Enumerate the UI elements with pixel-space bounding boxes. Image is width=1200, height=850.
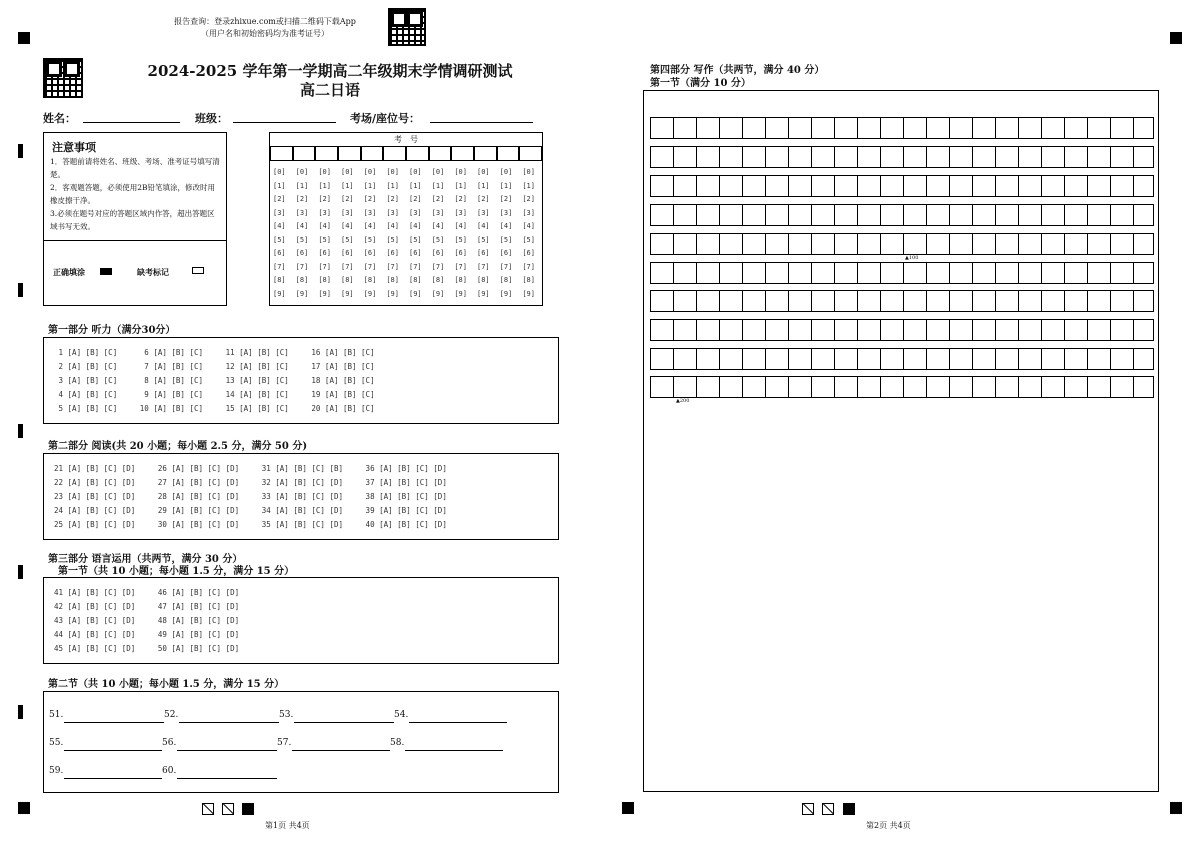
- kaohao-digit-bubble[interactable]: [4]: [363, 222, 377, 230]
- corner-mark-br: [1170, 802, 1182, 814]
- blank-field[interactable]: [64, 722, 164, 723]
- kaohao-digit-bubble[interactable]: [1]: [499, 181, 513, 190]
- kaohao-digit-bubble[interactable]: [7]: [431, 262, 445, 271]
- kaohao-digit-bubble[interactable]: [0]: [499, 168, 513, 176]
- kaohao-write-cell[interactable]: [338, 146, 361, 161]
- answer-row[interactable]: 21 [A] [B] [C] [D] 26 [A] [B] [C] [D] 31 [A] [B] [C] [B] 36 [A] [B] [C] [D]: [54, 464, 447, 473]
- kaohao-digit-bubble[interactable]: [0]: [386, 168, 399, 176]
- kaohao-digit-bubble[interactable]: [2]: [499, 195, 513, 203]
- notice-divider: [44, 240, 226, 241]
- writing-grid-row[interactable]: [650, 204, 1154, 226]
- kaohao-digit-bubble[interactable]: [0]: [454, 168, 467, 176]
- kaohao-digit-bubble[interactable]: [8]: [295, 276, 309, 284]
- writing-grid-row[interactable]: [650, 262, 1154, 284]
- part2-answer-box: [43, 453, 559, 540]
- kaohao-digit-bubble[interactable]: [7]: [318, 262, 331, 271]
- answer-row[interactable]: 23 [A] [B] [C] [D] 28 [A] [B] [C] [D] 33 [A] [B] [C] [D] 38 [A] [B] [C] [D]: [54, 492, 447, 501]
- page-code-square: [242, 803, 254, 815]
- blank-label: 54.: [394, 710, 409, 720]
- report-note-line2: （用户名和初始密码均为准考证号）: [201, 29, 329, 38]
- kaohao-digit-bubble[interactable]: [6]: [454, 249, 467, 257]
- kaohao-digit-bubble[interactable]: [2]: [341, 195, 354, 203]
- blank-label: 55.: [49, 738, 64, 748]
- corner-mark-tr: [1170, 32, 1182, 44]
- kaohao-digit-bubble[interactable]: [6]: [522, 249, 535, 257]
- kaohao-digit-bubble[interactable]: [5]: [318, 235, 331, 244]
- part3-sec1-title: 第一节（共 10 小题；每小题 1.5 分，满分 15 分）: [58, 566, 295, 577]
- part3-sec1-answer-box: [43, 577, 559, 664]
- count-marker-200: ▲200: [676, 398, 690, 404]
- kaohao-digit-bubble[interactable]: [5]: [341, 235, 354, 244]
- answer-row[interactable]: 44 [A] [B] [C] [D] 49 [A] [B] [C] [D]: [54, 630, 240, 639]
- notice-box: [43, 132, 227, 306]
- blank-label: 60.: [162, 766, 177, 776]
- notice-item: 1．答题前请将姓名、班级、考场、准考证号填写清楚。: [50, 157, 220, 179]
- kaohao-write-cell[interactable]: [361, 146, 384, 161]
- kaohao-digit-bubble[interactable]: [8]: [363, 276, 377, 284]
- answer-row[interactable]: 2 [A] [B] [C] 7 [A] [B] [C] 12 [A] [B] [C] 17 [A] [B] [C]: [54, 362, 375, 371]
- kaohao-digit-bubble[interactable]: [4]: [318, 222, 331, 230]
- absent-mark-box[interactable]: [192, 267, 204, 274]
- kaohao-digit-bubble[interactable]: [3]: [341, 208, 354, 217]
- page-number: 第1页 共4页: [265, 821, 310, 830]
- notice-item: 3.必须在题号对应的答题区域内作答，超出答题区域书写无效。: [50, 209, 215, 231]
- kaohao-digit-bubble[interactable]: [2]: [273, 195, 286, 203]
- writing-grid-row[interactable]: [650, 348, 1154, 370]
- kaohao-write-cell[interactable]: [270, 146, 293, 161]
- kaohao-digit-bubble[interactable]: [4]: [522, 222, 535, 230]
- corner-mark-ml: [622, 802, 634, 814]
- report-note: [150, 16, 380, 40]
- kaohao-digit-bubble[interactable]: [0]: [295, 168, 309, 176]
- kaohao-digit-bubble[interactable]: [9]: [477, 289, 490, 298]
- kaohao-digit-bubble[interactable]: [4]: [409, 222, 422, 230]
- kaohao-digit-bubble[interactable]: [0]: [363, 168, 377, 176]
- kaohao-digit-bubble[interactable]: [7]: [409, 262, 422, 271]
- answer-row[interactable]: 3 [A] [B] [C] 8 [A] [B] [C] 13 [A] [B] [C] 18 [A] [B] [C]: [54, 376, 375, 385]
- writing-grid-row[interactable]: [650, 376, 1154, 398]
- kaohao-digit-bubble[interactable]: [8]: [341, 276, 354, 284]
- page-subtitle: 高二日语: [299, 81, 360, 99]
- writing-grid-row[interactable]: [650, 117, 1154, 139]
- timing-mark: [18, 424, 23, 438]
- timing-mark: [18, 565, 23, 579]
- kaohao-digit-bubble[interactable]: [0]: [409, 168, 422, 176]
- name-label: 姓名：: [43, 112, 76, 125]
- kaohao-digit-bubble[interactable]: [6]: [318, 249, 331, 257]
- kaohao-digit-bubble[interactable]: [2]: [454, 195, 467, 203]
- kaohao-write-cell[interactable]: [293, 146, 316, 161]
- kaohao-digit-bubble[interactable]: [6]: [409, 249, 422, 257]
- kaohao-digit-bubble[interactable]: [3]: [431, 208, 445, 217]
- kaohao-digit-bubble[interactable]: [7]: [341, 262, 354, 271]
- kaohao-digit-bubble[interactable]: [5]: [295, 235, 309, 244]
- notice-list: [50, 155, 222, 233]
- answer-row[interactable]: 41 [A] [B] [C] [D] 46 [A] [B] [C] [D]: [54, 588, 240, 597]
- part4-sec1-title: 第一节（满分 10 分）: [650, 78, 751, 89]
- timing-mark: [18, 144, 23, 158]
- kaohao-digit-bubble[interactable]: [9]: [273, 289, 286, 298]
- writing-grid-row[interactable]: [650, 146, 1154, 168]
- kaohao-digit-bubble[interactable]: [8]: [499, 276, 513, 284]
- answer-row[interactable]: 42 [A] [B] [C] [D] 47 [A] [B] [C] [D]: [54, 602, 240, 611]
- kaohao-label: 考 号: [394, 135, 418, 144]
- kaohao-digit-bubble[interactable]: [4]: [431, 222, 445, 230]
- kaohao-digit-bubble[interactable]: [7]: [386, 262, 399, 271]
- answer-row[interactable]: 45 [A] [B] [C] [D] 50 [A] [B] [C] [D]: [54, 644, 240, 653]
- kaohao-write-cell[interactable]: [315, 146, 338, 161]
- blank-label: 56.: [162, 738, 177, 748]
- kaohao-digit-bubble[interactable]: [3]: [499, 208, 513, 217]
- kaohao-digit-bubble[interactable]: [2]: [522, 195, 535, 203]
- kaohao-digit-bubble[interactable]: [3]: [477, 208, 490, 217]
- kaohao-digit-bubble[interactable]: [8]: [431, 276, 445, 284]
- kaohao-digit-bubble[interactable]: [8]: [386, 276, 399, 284]
- kaohao-digit-bubble[interactable]: [7]: [273, 262, 286, 271]
- kaohao-digit-bubble[interactable]: [3]: [409, 208, 422, 217]
- kaohao-digit-bubble[interactable]: [1]: [431, 181, 445, 190]
- room-label: 考场/座位号：: [350, 112, 421, 125]
- kaohao-digit-bubble[interactable]: [1]: [454, 181, 467, 190]
- absent-mark-label: 缺考标记: [137, 267, 169, 277]
- answer-row[interactable]: 43 [A] [B] [C] [D] 48 [A] [B] [C] [D]: [54, 616, 240, 625]
- blank-field[interactable]: [177, 778, 277, 779]
- answer-row[interactable]: 4 [A] [B] [C] 9 [A] [B] [C] 14 [A] [B] [C] 19 [A] [B] [C]: [54, 390, 375, 399]
- blank-label: 51.: [49, 710, 64, 720]
- kaohao-digit-bubble[interactable]: [1]: [295, 181, 309, 190]
- kaohao-digit-bubble[interactable]: [4]: [477, 222, 490, 230]
- kaohao-digit-bubble[interactable]: [3]: [295, 208, 309, 217]
- answer-row[interactable]: 24 [A] [B] [C] [D] 29 [A] [B] [C] [D] 34 [A] [B] [C] [D] 39 [A] [B] [C] [D]: [54, 506, 447, 515]
- page-code-square: [843, 803, 855, 815]
- kaohao-digit-bubble[interactable]: [5]: [454, 235, 467, 244]
- class-field[interactable]: [233, 122, 336, 123]
- kaohao-digit-bubble[interactable]: [9]: [454, 289, 467, 298]
- count-marker-100-label: 100: [908, 255, 919, 261]
- kaohao-digit-bubble[interactable]: [7]: [295, 262, 309, 271]
- kaohao-digit-bubble[interactable]: [7]: [363, 262, 377, 271]
- timing-mark: [18, 283, 23, 297]
- kaohao-digit-bubble[interactable]: [0]: [522, 168, 535, 176]
- kaohao-digit-bubble[interactable]: [9]: [409, 289, 422, 298]
- kaohao-digit-bubble[interactable]: [0]: [477, 168, 490, 176]
- blank-label: 57.: [277, 738, 292, 748]
- kaohao-digit-bubble[interactable]: [9]: [386, 289, 399, 298]
- kaohao-digit-bubble[interactable]: [7]: [477, 262, 490, 271]
- answer-row[interactable]: 1 [A] [B] [C] 6 [A] [B] [C] 11 [A] [B] [C] 16 [A] [B] [C]: [54, 348, 375, 357]
- kaohao-digit-bubble[interactable]: [1]: [318, 181, 331, 190]
- kaohao-digit-bubble[interactable]: [5]: [273, 235, 286, 244]
- kaohao-digit-bubble[interactable]: [4]: [295, 222, 309, 230]
- part3-title: 第三部分 语言运用（共两节，满分 30 分）: [48, 554, 243, 565]
- kaohao-digit-bubble[interactable]: [4]: [454, 222, 467, 230]
- notice-title: 注意事项: [52, 141, 96, 154]
- blank-field[interactable]: [179, 722, 279, 723]
- room-field[interactable]: [430, 122, 533, 123]
- kaohao-digit-bubble[interactable]: [8]: [454, 276, 467, 284]
- kaohao-digit-bubble[interactable]: [4]: [386, 222, 399, 230]
- part2-title: 第二部分 阅读(共 20 小题；每小题 2.5 分，满分 50 分): [48, 441, 308, 452]
- kaohao-digit-bubble[interactable]: [2]: [386, 195, 399, 203]
- blank-label: 53.: [279, 710, 294, 720]
- kaohao-digit-bubble[interactable]: [6]: [295, 249, 309, 257]
- kaohao-digit-bubble[interactable]: [8]: [273, 276, 286, 284]
- kaohao-digit-bubble[interactable]: [6]: [477, 249, 490, 257]
- notice-item: 2．客观题答题，必须使用2B铅笔填涂，修改时用橡皮擦干净。: [50, 183, 216, 205]
- count-marker-100: ▲100: [905, 255, 919, 261]
- writing-grid-row[interactable]: [650, 175, 1154, 197]
- kaohao-grid: [269, 132, 543, 306]
- kaohao-digit-bubble[interactable]: [5]: [499, 235, 513, 244]
- kaohao-digit-bubble[interactable]: [8]: [409, 276, 422, 284]
- part1-title: 第一部分 听力（满分30分）: [48, 325, 176, 336]
- kaohao-digit-bubble[interactable]: [4]: [341, 222, 354, 230]
- page-number: 第2页 共4页: [866, 821, 911, 830]
- part1-answer-box: [43, 337, 559, 424]
- kaohao-write-cell[interactable]: [474, 146, 497, 161]
- kaohao-digit-bubble[interactable]: [0]: [431, 168, 445, 176]
- kaohao-write-cell[interactable]: [451, 146, 474, 161]
- kaohao-digit-bubble[interactable]: [9]: [318, 289, 331, 298]
- blank-field[interactable]: [64, 778, 162, 779]
- page-code-square: [202, 803, 214, 815]
- kaohao-digit-bubble[interactable]: [9]: [363, 289, 377, 298]
- blank-field[interactable]: [64, 750, 162, 751]
- kaohao-digit-bubble[interactable]: [3]: [318, 208, 331, 217]
- kaohao-digit-bubble[interactable]: [2]: [431, 195, 445, 203]
- kaohao-digit-bubble[interactable]: [3]: [386, 208, 399, 217]
- kaohao-write-cell[interactable]: [406, 146, 429, 161]
- kaohao-digit-bubble[interactable]: [4]: [499, 222, 513, 230]
- kaohao-digit-bubble[interactable]: [5]: [431, 235, 445, 244]
- kaohao-digit-bubble[interactable]: [8]: [318, 276, 331, 284]
- writing-grid-row[interactable]: [650, 319, 1154, 341]
- qr-code-icon: [43, 58, 83, 98]
- kaohao-digit-bubble[interactable]: [6]: [363, 249, 377, 257]
- kaohao-digit-bubble[interactable]: [8]: [477, 276, 490, 284]
- blank-label: 52.: [164, 710, 179, 720]
- writing-grid-row[interactable]: [650, 233, 1154, 255]
- fill-correct-sample: [100, 268, 112, 275]
- kaohao-write-cell[interactable]: [497, 146, 520, 161]
- writing-grid-row[interactable]: [650, 290, 1154, 312]
- kaohao-digit-bubble[interactable]: [7]: [522, 262, 535, 271]
- kaohao-digit-bubble[interactable]: [6]: [273, 249, 286, 257]
- kaohao-write-cell[interactable]: [383, 146, 406, 161]
- kaohao-digit-bubble[interactable]: [1]: [363, 181, 377, 190]
- kaohao-digit-bubble[interactable]: [1]: [409, 181, 422, 190]
- part4-title: 第四部分 写作（共两节，满分 40 分）: [650, 65, 825, 76]
- part3-sec2-title: 第二节（共 10 小题；每小题 1.5 分，满分 15 分）: [48, 679, 285, 690]
- answer-row[interactable]: 22 [A] [B] [C] [D] 27 [A] [B] [C] [D] 32 [A] [B] [C] [D] 37 [A] [B] [C] [D]: [54, 478, 447, 487]
- kaohao-write-cell[interactable]: [429, 146, 452, 161]
- kaohao-digit-bubble[interactable]: [1]: [341, 181, 354, 190]
- kaohao-digit-bubble[interactable]: [0]: [341, 168, 354, 176]
- blank-field[interactable]: [294, 722, 394, 723]
- kaohao-digit-bubble[interactable]: [3]: [454, 208, 467, 217]
- page-code-square: [802, 803, 814, 815]
- kaohao-digit-bubble[interactable]: [2]: [409, 195, 422, 203]
- kaohao-write-cell[interactable]: [519, 146, 542, 161]
- page-code-square: [222, 803, 234, 815]
- blank-label: 58.: [390, 738, 405, 748]
- page-title: 2024-2025 学年第一学期高二年级期末学情调研测试: [147, 62, 513, 80]
- qr-code-icon: [388, 8, 426, 46]
- kaohao-digit-bubble[interactable]: [6]: [341, 249, 354, 257]
- count-marker-200-label: 200: [679, 398, 690, 404]
- kaohao-digit-bubble[interactable]: [3]: [363, 208, 377, 217]
- kaohao-digit-bubble[interactable]: [5]: [409, 235, 422, 244]
- blank-label: 59.: [49, 766, 64, 776]
- kaohao-digit-bubble[interactable]: [9]: [499, 289, 513, 298]
- kaohao-digit-bubble[interactable]: [6]: [499, 249, 513, 257]
- fill-correct-label: 正确填涂: [53, 267, 85, 277]
- kaohao-digit-bubble[interactable]: [0]: [318, 168, 331, 176]
- corner-mark-bl: [18, 802, 30, 814]
- kaohao-digit-bubble[interactable]: [1]: [273, 181, 286, 190]
- kaohao-digit-bubble[interactable]: [0]: [273, 168, 286, 176]
- kaohao-digit-bubble[interactable]: [2]: [295, 195, 309, 203]
- corner-mark-tl: [18, 32, 30, 44]
- kaohao-digit-bubble[interactable]: [2]: [318, 195, 331, 203]
- kaohao-digit-bubble[interactable]: [7]: [499, 262, 513, 271]
- blank-field[interactable]: [405, 750, 503, 751]
- blank-field[interactable]: [409, 722, 507, 723]
- kaohao-digit-bubble[interactable]: [1]: [522, 181, 535, 190]
- kaohao-digit-bubble[interactable]: [9]: [341, 289, 354, 298]
- kaohao-digit-bubble[interactable]: [6]: [386, 249, 399, 257]
- part3-sec2-answer-box: [43, 691, 559, 793]
- report-note-line1: 报告查询：登录zhixue.com或扫描二维码下载App: [174, 17, 356, 26]
- answer-row[interactable]: 25 [A] [B] [C] [D] 30 [A] [B] [C] [D] 35 [A] [B] [C] [D] 40 [A] [B] [C] [D]: [54, 520, 447, 529]
- answer-row[interactable]: 5 [A] [B] [C] 10 [A] [B] [C] 15 [A] [B] [C] 20 [A] [B] [C]: [54, 404, 375, 413]
- kaohao-digit-bubble[interactable]: [5]: [386, 235, 399, 244]
- name-field[interactable]: [83, 122, 180, 123]
- kaohao-digit-bubble[interactable]: [5]: [477, 235, 490, 244]
- kaohao-digit-bubble[interactable]: [3]: [273, 208, 286, 217]
- kaohao-digit-bubble[interactable]: [1]: [386, 181, 399, 190]
- timing-mark: [18, 705, 23, 719]
- kaohao-digit-bubble[interactable]: [4]: [273, 222, 286, 230]
- class-label: 班级：: [195, 112, 228, 125]
- kaohao-digit-bubble[interactable]: [2]: [363, 195, 377, 203]
- blank-field[interactable]: [177, 750, 277, 751]
- kaohao-digit-bubble[interactable]: [3]: [522, 208, 535, 217]
- kaohao-digit-bubble[interactable]: [5]: [363, 235, 377, 244]
- page-code-square: [822, 803, 834, 815]
- kaohao-digit-bubble[interactable]: [1]: [477, 181, 490, 190]
- kaohao-digit-bubble[interactable]: [9]: [522, 289, 535, 298]
- kaohao-digit-bubble[interactable]: [6]: [431, 249, 445, 257]
- kaohao-digit-bubble[interactable]: [8]: [522, 276, 535, 284]
- kaohao-digit-bubble[interactable]: [5]: [522, 235, 535, 244]
- kaohao-digit-bubble[interactable]: [9]: [295, 289, 309, 298]
- blank-field[interactable]: [292, 750, 390, 751]
- kaohao-digit-bubble[interactable]: [9]: [431, 289, 445, 298]
- kaohao-digit-bubble[interactable]: [7]: [454, 262, 467, 271]
- kaohao-digit-bubble[interactable]: [2]: [477, 195, 490, 203]
